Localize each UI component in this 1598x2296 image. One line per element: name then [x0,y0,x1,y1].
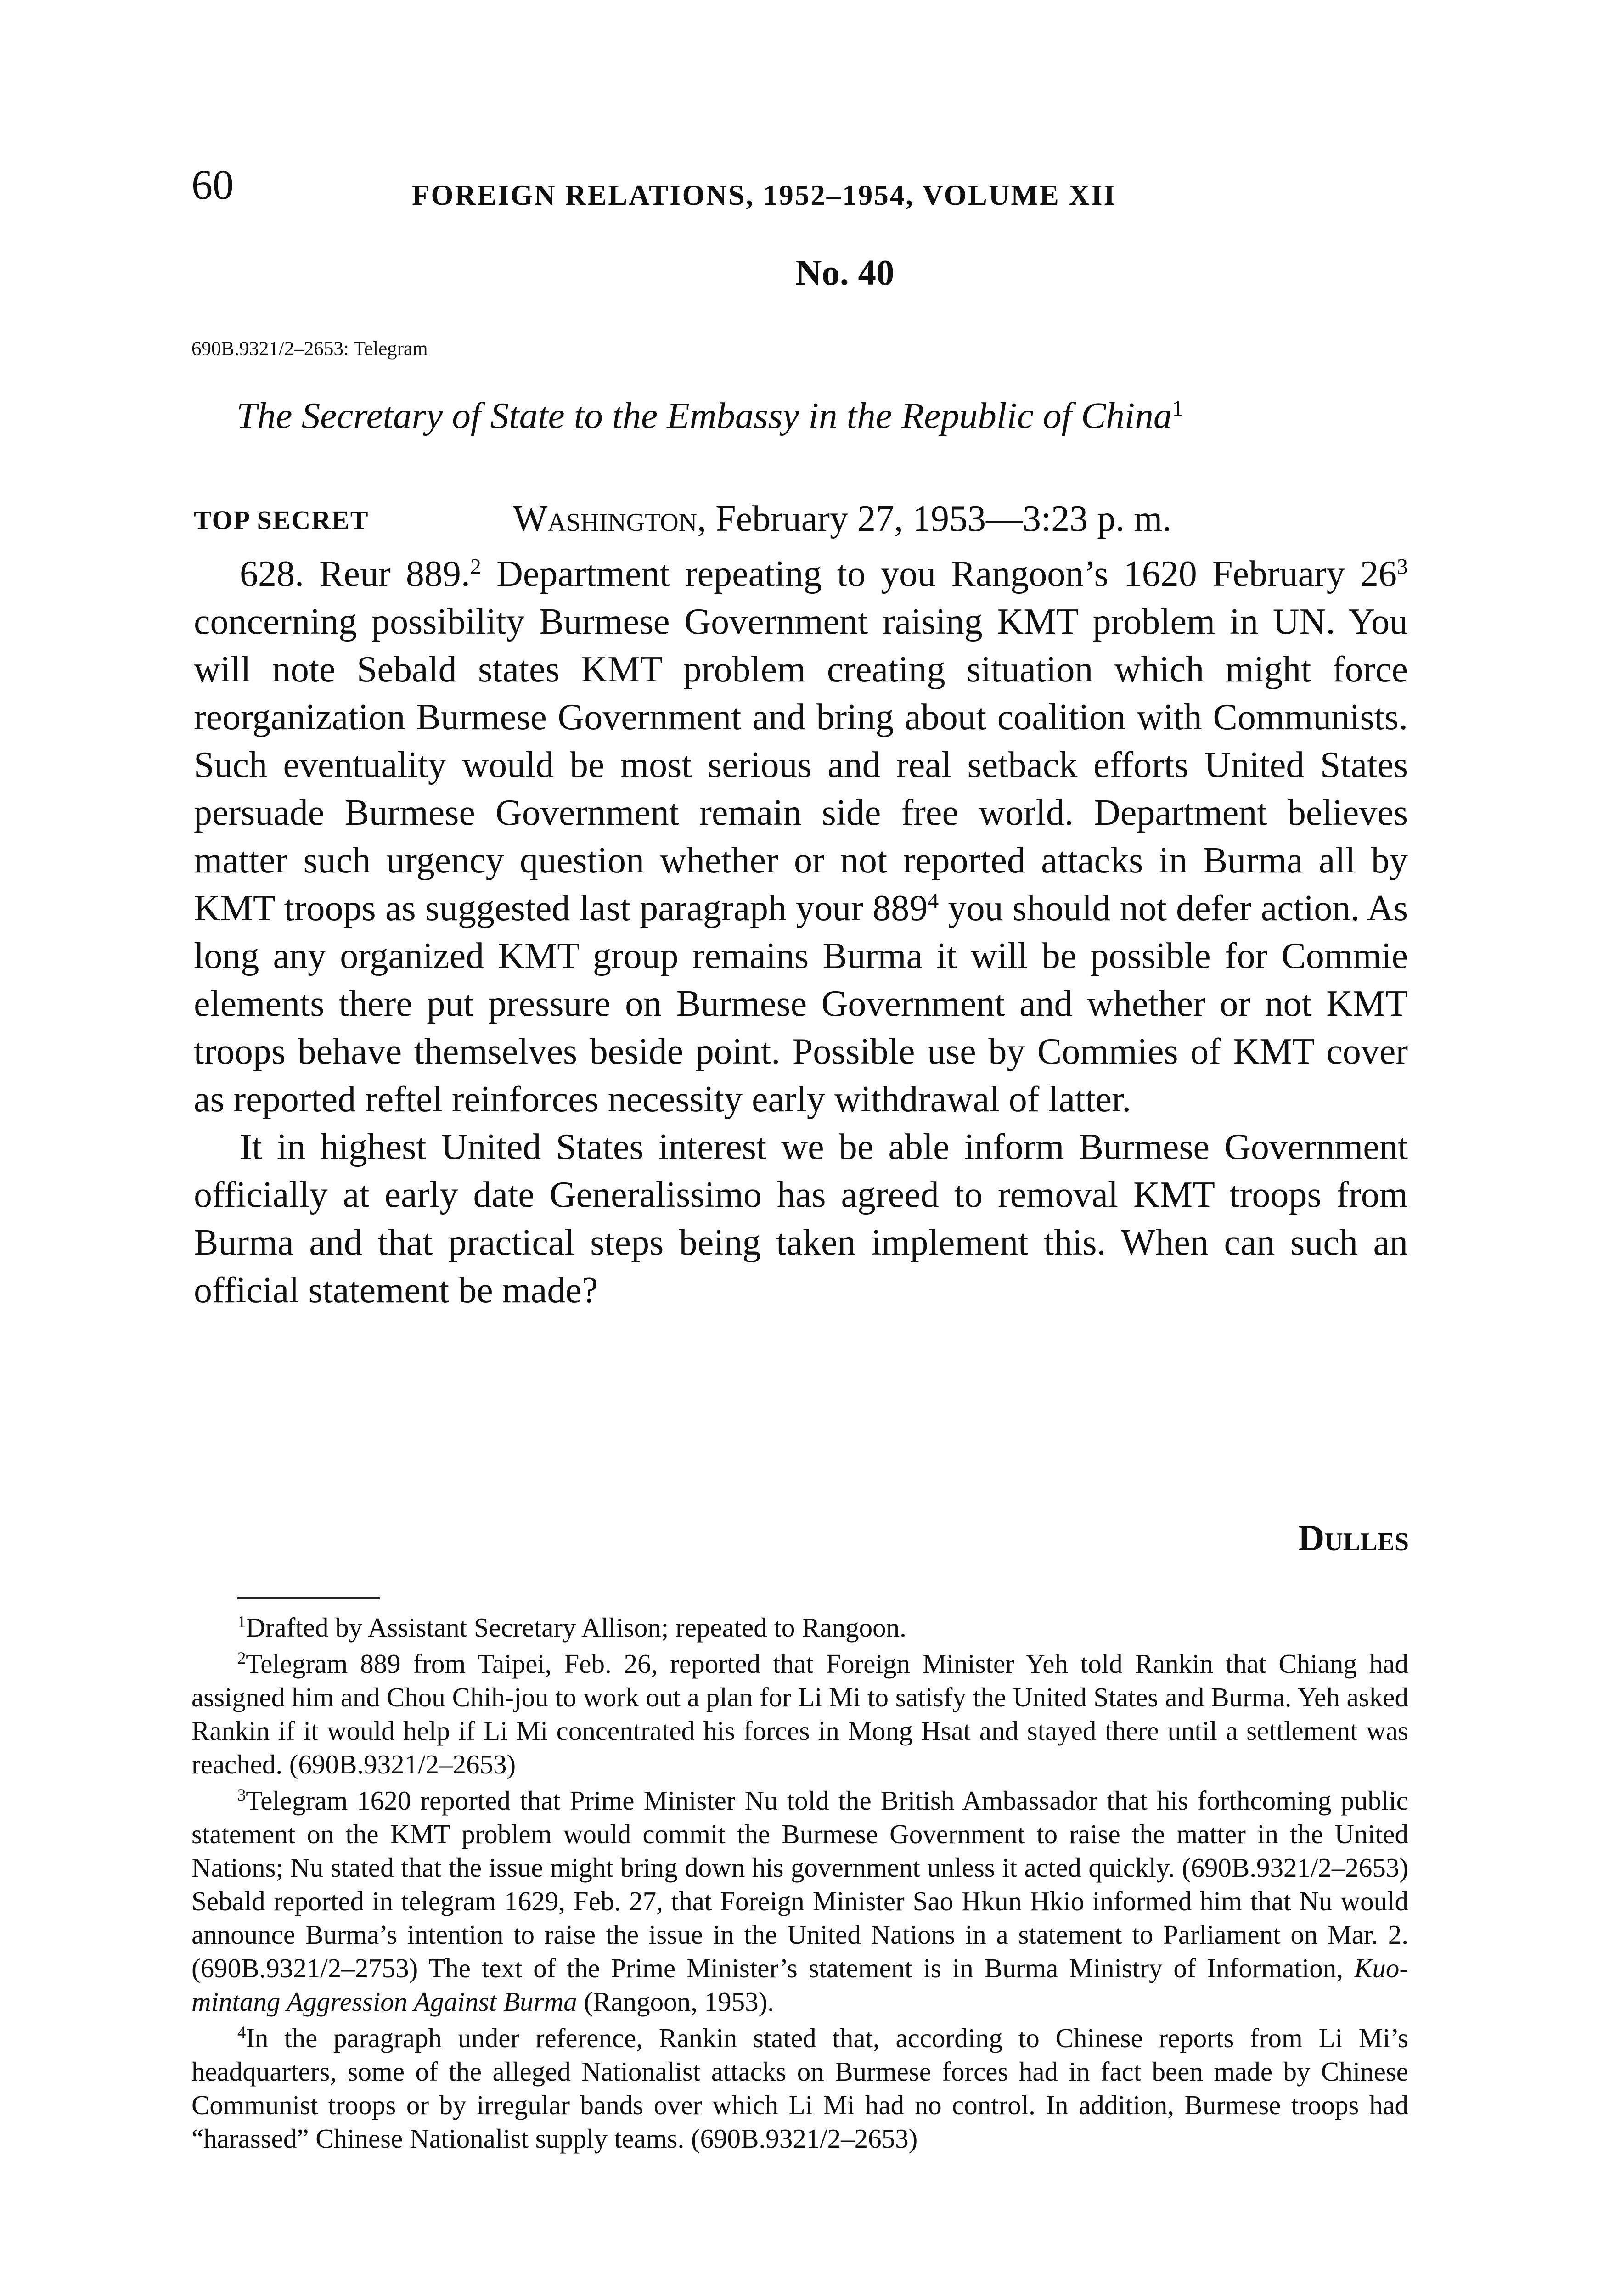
page-number: 60 [191,161,234,208]
footnote-4 [191,2021,1408,2155]
footnote-marker: 4 [237,2022,246,2042]
footnotes [191,1611,1408,2158]
body-text-segment: concerning possibility Burmese Government raising KMT problem in UN. You will note Sebald states KMT problem creating situation which might force reorganization Burmese Government and bring about coalition with Communists. Such eventuality would be most serious and real setback efforts United States persuade Burmese Government remain side free world. Department believes matter such urgency question whether or not reported attacks in Burma all by KMT troops as suggested last paragraph your 889 [194,602,1408,929]
page-header [191,162,1408,217]
body-paragraph-2: It in highest United States interest we be able inform Burmese Government officially at early date Generalissimo has agreed to removal KMT troops from Burma and that practical steps being taken implement this. When can such an official statement be made? [194,1127,1408,1311]
body-text-segment: you should not defer action. As long any organized KMT group remains Burma it will be possible for Commie elements there put pressure on Burmese Government and whether or not KMT troops behave themselves beside point. Possible use by Commies of KMT cover as reported reftel reinforces necessity early withdrawal of latter. [194,888,1408,1120]
file-reference: 690B.9321/2–2653: Telegram [191,338,428,360]
classification-label: TOP SECRET [194,505,369,535]
body-text-segment: Department repeating to you Rangoon’s 1620 February 26 [481,554,1397,594]
footnote-ref-2[interactable]: 2 [470,554,481,579]
dateline [513,496,1171,542]
footnote-publication-title: Kuomintang Aggression Against Burma [191,1953,1408,2017]
classification-dateline [194,496,1406,542]
footnote-text: Telegram 889 from Taipei, Feb. 26, reported that Foreign Minister Yeh told Rankin that Chiang had assigned him and Chou Chih-jou to work out a plan for Li Mi to satisfy the United States and Burma. Yeh asked Rankin if it would help if Li Mi concentrated his forces in Mong Hsat and stayed there until a settlement was reached. (690B.9321/2–2653) [191,1649,1408,1779]
footnote-text: Telegram 1620 reported that Prime Minister Nu told the British Ambassador that his forthcoming public statement on the KMT problem would commit the Burmese Government to raise the matter in the United Nations; Nu stated that the issue might bring down his government unless it acted quickly. (690B.9321/2–2653) Sebald reported in telegram 1629, Feb. 27, that Foreign Minister Sao Hkun Hkio informed him that Nu would announce Burma’s intention to raise the issue in the United Nations in a statement to Parliament on Mar. 2. (690B.9321/2–2753) The text of the Prime Minister’s statement is in Burma Ministry of Information, [191,1785,1408,1983]
running-head: FOREIGN RELATIONS, 1952–1954, VOLUME XII [412,179,1117,211]
footnote-ref-1[interactable]: 1 [1172,396,1183,421]
document-number: No. 40 [795,253,895,293]
telegram-body [194,550,1408,1314]
footnote-ref-4[interactable]: 4 [928,889,939,913]
footnote-marker: 2 [237,1648,246,1667]
footnote-2 [191,1647,1408,1781]
document-title-text: The Secretary of State to the Embassy in the Republic of China [236,395,1172,436]
footnote-text: Drafted by Assistant Secretary Allison; repeated to Rangoon. [246,1612,906,1643]
footnote-divider [237,1597,380,1599]
footnote-marker: 3 [237,1785,246,1804]
footnote-text: In the paragraph under reference, Rankin stated that, according to Chinese reports from Li Mi’s headquarters, some of the alleged Nationalist attacks on Burmese forces had in fact been made by Chinese Communist troops or by irregular bands over which Li Mi had no control. In addition, Burmese troops had “harassed” Chinese Nationalist supply teams. (690B.9321/2–2653) [191,2023,1408,2154]
dateline-date: , February 27, 1953—3:23 p. m. [697,499,1172,539]
dateline-city: Washington [513,499,698,539]
footnote-3 [191,1784,1408,2019]
signature: Dulles [1298,1518,1409,1559]
body-text-segment: 628. Reur 889. [240,554,470,594]
footnote-1 [191,1611,1408,1644]
footnote-text: (Rangoon, 1953). [577,1986,775,2017]
footnote-marker: 1 [237,1612,246,1631]
document-title [236,393,1183,439]
body-paragraph-1 [194,550,1408,1123]
footnote-ref-3[interactable]: 3 [1397,554,1408,579]
